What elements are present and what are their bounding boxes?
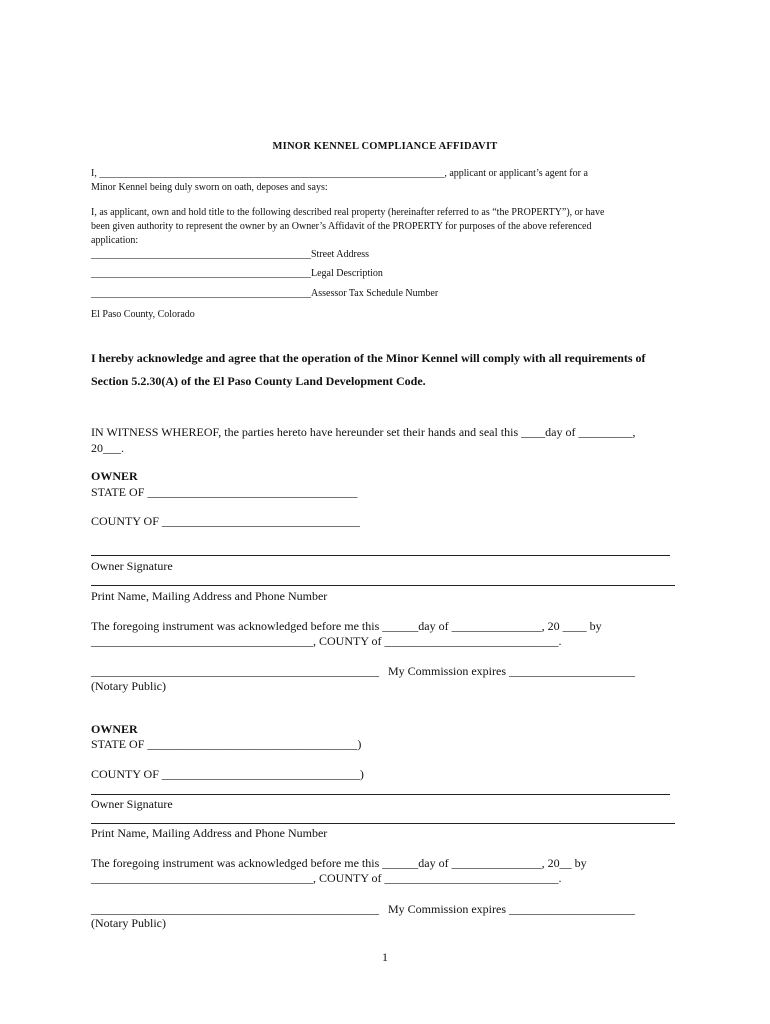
intro-line-1: I, _____________________________________________________________________, applicant or applicant’s agent for a: [91, 168, 588, 179]
witness-line-1: IN WITNESS WHEREOF, the parties hereto have hereunder set their hands and seal this ____day of _________,: [91, 425, 636, 439]
county-field-2[interactable]: COUNTY OF _________________________________): [91, 767, 364, 781]
signature-line-1[interactable]: [91, 555, 670, 556]
county-location: El Paso County, Colorado: [91, 309, 195, 320]
witness-line-2: 20___.: [91, 441, 124, 455]
print-name-line-2[interactable]: [91, 823, 675, 824]
intro-line-2: Minor Kennel being duly sworn on oath, deposes and says:: [91, 182, 328, 193]
street-address-field[interactable]: ____________________________________________Street Address: [91, 249, 370, 260]
foregoing-line-2a: The foregoing instrument was acknowledged before me this ______day of _______________, 20__ by: [91, 856, 587, 870]
foregoing-line-1b: _____________________________________, COUNTY of _____________________________.: [91, 634, 562, 648]
notary-line-1[interactable]: ________________________________________________ My Commission expires _____________________: [91, 664, 636, 678]
owner-heading-2: OWNER: [91, 722, 138, 736]
state-field-1[interactable]: STATE OF ___________________________________: [91, 485, 358, 499]
notary-label-2: (Notary Public): [91, 916, 166, 930]
notary-line-2[interactable]: ________________________________________________ My Commission expires _____________________: [91, 902, 636, 916]
state-field-2[interactable]: STATE OF ___________________________________): [91, 737, 362, 751]
owner-signature-label-1: Owner Signature: [91, 559, 173, 573]
assessor-number-field[interactable]: ____________________________________________Assessor Tax Schedule Number: [91, 288, 439, 299]
foregoing-line-2b: _____________________________________, COUNTY of _____________________________.: [91, 871, 562, 885]
document-title: MINOR KENNEL COMPLIANCE AFFIDAVIT: [272, 141, 498, 152]
legal-description-field[interactable]: ____________________________________________Legal Description: [91, 268, 383, 279]
signature-line-2[interactable]: [91, 794, 670, 795]
property-line-3: application:: [91, 235, 139, 246]
acknowledge-line-2: Section 5.2.30(A) of the El Paso County Land Development Code.: [91, 374, 426, 388]
print-name-line-1[interactable]: [91, 585, 675, 586]
property-line-1: I, as applicant, own and hold title to the following described real property (hereinafter referred to as “the PROPERTY”), or have: [91, 207, 605, 218]
notary-label-1: (Notary Public): [91, 679, 166, 693]
owner-signature-label-2: Owner Signature: [91, 797, 173, 811]
print-name-label-2: Print Name, Mailing Address and Phone Number: [91, 826, 328, 840]
print-name-label-1: Print Name, Mailing Address and Phone Number: [91, 589, 328, 603]
page-number: 1: [382, 950, 388, 964]
property-line-2: been given authority to represent the owner by an Owner’s Affidavit of the PROPERTY for purposes of the above referenced: [91, 221, 592, 232]
acknowledge-line-1: I hereby acknowledge and agree that the operation of the Minor Kennel will comply with all requirements of: [91, 351, 646, 365]
county-field-1[interactable]: COUNTY OF _________________________________: [91, 514, 360, 528]
owner-heading-1: OWNER: [91, 469, 138, 483]
foregoing-line-1a: The foregoing instrument was acknowledged before me this ______day of _______________, 20 ____ by: [91, 619, 602, 633]
